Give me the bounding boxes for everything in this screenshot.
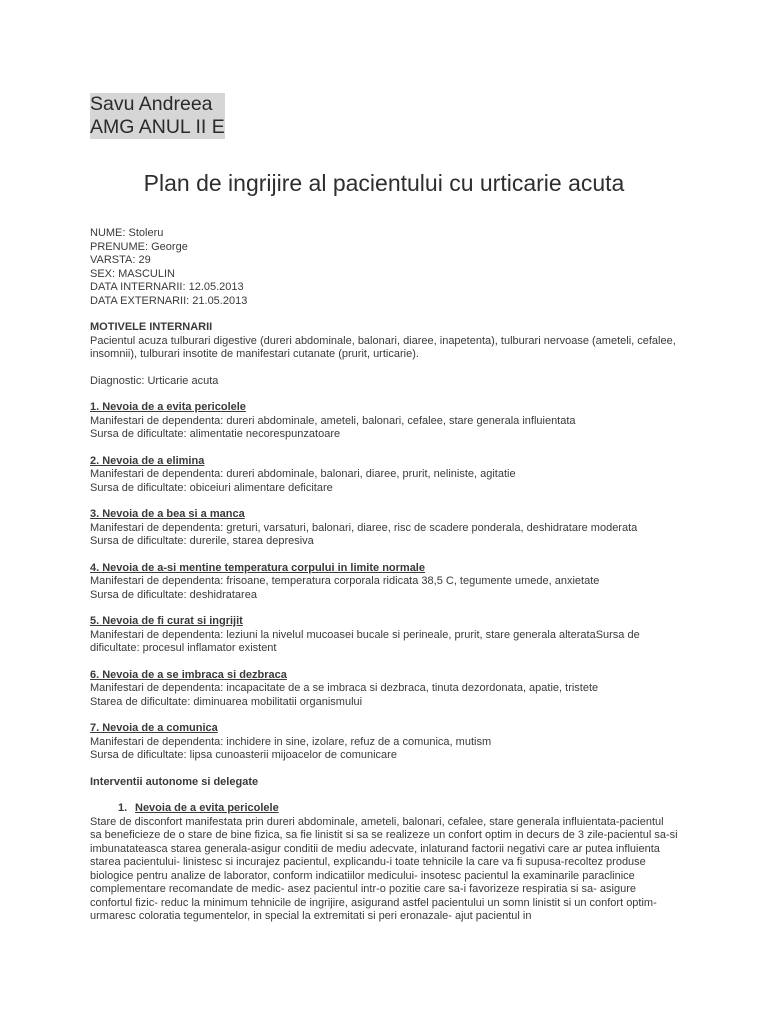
need-manifestations: Manifestari de dependenta: greturi, varsaturi, balonari, diaree, risc de scadere ponderala, deshidratare moderata xyxy=(90,521,638,534)
interventions-section xyxy=(90,776,678,924)
need-title: 4. Nevoia de a-si mentine temperatura corpului in limite normale xyxy=(90,561,425,574)
patient-first-name: PRENUME: George xyxy=(90,240,188,253)
patient-name: NUME: Stoleru xyxy=(90,227,164,239)
need-manifestations: Manifestari de dependenta: dureri abdominale, balonari, diaree, prurit, neliniste, agitatie xyxy=(90,468,516,480)
admission-reasons-text: Pacientul acuza tulburari digestive (dureri abdominale, balonari, diaree, inapetenta), tulburari nervoase (ameteli, cefalee, insomnii), tulburari insotite de manifestari cutanate (prurit, urticarie). xyxy=(90,334,676,360)
patient-admission-date: DATA INTERNARII: 12.05.2013 xyxy=(90,281,244,293)
intervention-item-title xyxy=(90,802,678,816)
need-manifestations: Manifestari de dependenta: inchidere in sine, izolare, refuz de a comunica, mutism xyxy=(90,735,492,748)
admission-reasons-heading: MOTIVELE INTERNARII xyxy=(90,321,213,333)
need-source: Sursa de dificultate: deshidratarea xyxy=(90,588,257,601)
need-manifestations: Manifestari de dependenta: dureri abdominale, ameteli, balonari, cefalee, stare generala influientata xyxy=(90,414,576,427)
need-title: 5. Nevoia de fi curat si ingrijit xyxy=(90,615,243,627)
interventions-heading: Interventii autonome si delegate xyxy=(90,775,259,788)
patient-sex: SEX: MASCULIN xyxy=(90,267,175,280)
need-7 xyxy=(90,722,678,763)
need-3 xyxy=(90,508,678,549)
intervention-item-text: Stare de disconfort manifestata prin dureri abdominale, ameteli, balonari, cefalee, stare generala influientata-pacientul sa beneficieze de o stare de bine fizica, sa fie linistit si sa se realizeze un confort optim in decurs de 3 zile-pacientul sa-si imbunatateasca starea generala-asigur conditii de mediu adecvate, inlaturand factorii negativi care ar putea influienta starea pacientului- linistesc si incurajez pacientul, explicandu-i toate tehnicile la care va fi supusa-recoltez produse biologice pentru analize de laborator, conform indicatiilor medicului- insotesc pacientul la examinarile paraclinice complementare recomandate de medic- asez pacientul intr-o pozitie care sa-i favorizeze respiratia si sa- asigure confortul fizic- reduc la minimum tehnicile de ingrijire, asigurand astfel pacientului un somn linistit si un confort optim-urmaresc coloratia tegumentelor, in special la extremitati si peri eronazale- ajut pacientul in xyxy=(90,815,678,922)
need-title: 6. Nevoia de a se imbraca si dezbraca xyxy=(90,668,287,681)
author-block xyxy=(90,93,225,139)
need-title: 2. Nevoia de a elimina xyxy=(90,454,205,467)
patient-age: VARSTA: 29 xyxy=(90,254,151,266)
intervention-item-label: Nevoia de a evita pericolele xyxy=(135,802,279,814)
need-title: 7. Nevoia de a comunica xyxy=(90,722,218,734)
intervention-item-number: 1. xyxy=(118,802,128,814)
need-title: 3. Nevoia de a bea si a manca xyxy=(90,508,245,520)
need-source: Sursa de dificultate: obiceiuri alimentare deficitare xyxy=(90,481,333,494)
need-source: Sursa de dificultate: alimentatie necorespunzatoare xyxy=(90,428,341,440)
patient-discharge-date: DATA EXTERNARII: 21.05.2013 xyxy=(90,294,248,307)
author-class: AMG ANUL II E xyxy=(90,116,225,138)
diagnostic xyxy=(90,375,678,389)
need-manifestations: Manifestari de dependenta: frisoane, temperatura corporala ridicata 38,5 C, tegumente umede, anxietate xyxy=(90,575,600,587)
author-name: Savu Andreea xyxy=(90,93,213,115)
need-manifestations: Manifestari de dependenta: leziuni la nivelul mucoasei bucale si perineale, prurit, stare generala alterataSursa de dificultate: procesul inflamator existent xyxy=(90,628,640,654)
need-1 xyxy=(90,401,678,442)
need-5 xyxy=(90,615,678,656)
need-source: Sursa de dificultate: durerile, starea depresiva xyxy=(90,535,314,547)
admission-reasons xyxy=(90,321,678,362)
diagnostic-text: Diagnostic: Urticarie acuta xyxy=(90,374,219,387)
document-title: Plan de ingrijire al pacientului cu urticarie acuta xyxy=(143,170,625,196)
need-2 xyxy=(90,455,678,496)
need-source: Sursa de dificultate: lipsa cunoasterii mijoacelor de comunicare xyxy=(90,749,397,761)
need-source: Starea de dificultate: diminuarea mobilitatii organismului xyxy=(90,695,363,708)
need-4 xyxy=(90,562,678,603)
need-title: 1. Nevoia de a evita pericolele xyxy=(90,401,246,413)
need-6 xyxy=(90,669,678,710)
need-manifestations: Manifestari de dependenta: incapacitate de a se imbraca si dezbraca, tinuta dezordonata, apatie, tristete xyxy=(90,682,599,694)
patient-info xyxy=(90,227,678,308)
